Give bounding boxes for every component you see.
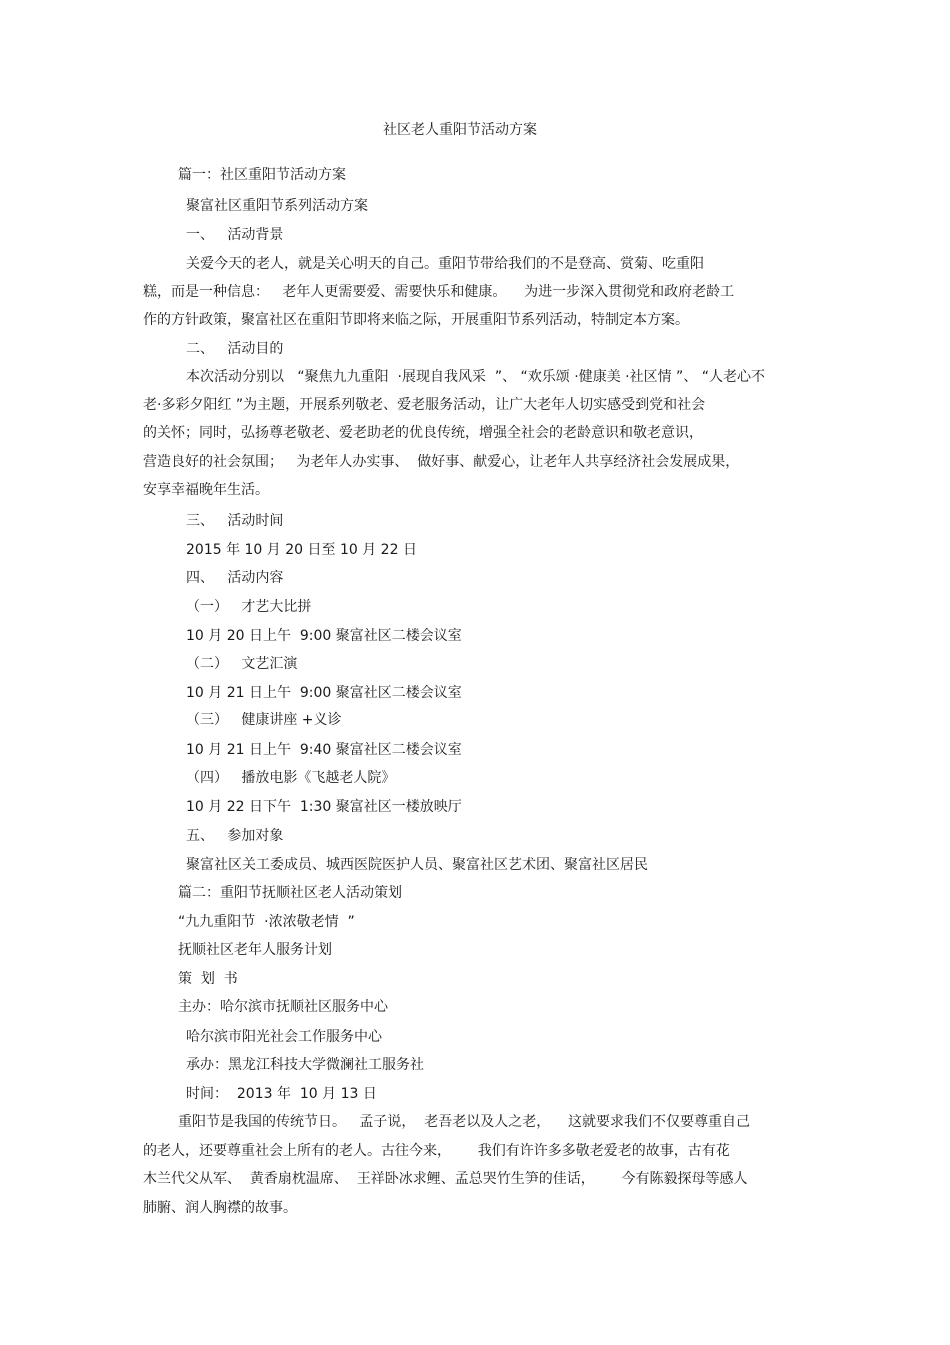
paragraph-line: 木兰代父从军、 黄香扇枕温席、 王祥卧冰求鲤、孟总哭竹生笋的佳话， 今有陈毅探母等感人 [143, 1171, 748, 1187]
paragraph-line: 安享幸福晚年生活。 [143, 482, 269, 498]
document-title: 社区老人重阳节活动方案 [383, 122, 537, 138]
section-heading: 一、 活动背景 [186, 227, 284, 243]
section-heading: 二、 活动目的 [186, 341, 284, 357]
paragraph-line: 本次活动分别以 “聚焦九九重阳 ·展现自我风采 ”、 “欢乐颂 ·健康美 ·社区情 ”、 “人老心不 [186, 369, 766, 385]
paragraph-line: 营造良好的社会氛围； 为老年人办实事、 做好事、献爱心，让老年人共享经济社会发展成果， [143, 454, 740, 470]
activity-detail: 10 月 22 日下午 1:30 聚富社区一楼放映厅 [186, 799, 462, 815]
paragraph-line: 重阳节是我国的传统节日。 孟子说， 老吾老以及人之老， 这就要求我们不仅要尊重自己 [178, 1114, 751, 1130]
activity-title: （三） 健康讲座 +义诊 [186, 712, 342, 728]
paragraph-line: 作的方针政策，聚富社区在重阳节即将来临之际，开展重阳节系列活动，特制定本方案。 [143, 312, 689, 328]
host-line: 主办：哈尔滨市抚顺社区服务中心 [178, 999, 388, 1015]
activity-title: （二） 文艺汇演 [186, 656, 298, 672]
activity-detail: 10 月 21 日上午 9:40 聚富社区二楼会议室 [186, 742, 462, 758]
section-heading: 四、 活动内容 [186, 570, 284, 586]
activity-title: （四） 播放电影《飞越老人院》 [186, 770, 396, 786]
activity-title: （一） 才艺大比拼 [186, 599, 312, 615]
host-line: 哈尔滨市阳光社会工作服务中心 [186, 1029, 382, 1045]
part-one-heading: 篇一：社区重阳节活动方案 [178, 167, 346, 183]
paragraph-line: 的关怀；同时，弘扬尊老敬老、爱老助老的优良传统，增强全社会的老龄意识和敬老意识， [143, 425, 703, 441]
section-heading: 五、 参加对象 [186, 828, 284, 844]
section-heading: 三、 活动时间 [186, 513, 284, 529]
part-two-plan: 抚顺社区老年人服务计划 [178, 942, 332, 958]
part-two-heading: 篇二：重阳节抚顺社区老人活动策划 [178, 885, 402, 901]
event-date: 2015 年 10 月 20 日至 10 月 22 日 [186, 542, 417, 558]
paragraph-line: 的老人，还要尊重社会上所有的老人。古往今来， 我们有许许多多敬老爱老的故事，古有花 [143, 1143, 730, 1159]
paragraph-line: 关爱今天的老人，就是关心明天的自己。重阳节带给我们的不是登高、赏菊、吃重阳 [186, 256, 704, 272]
part-two-slogan: “九九重阳节 ·浓浓敬老情 ” [178, 914, 355, 930]
paragraph-line: 糕，而是一种信息： 老年人更需要爱、需要快乐和健康。 为进一步深入贯彻党和政府老龄工 [143, 284, 735, 300]
time-line: 时间： 2013 年 10 月 13 日 [186, 1086, 377, 1102]
paragraph-line: 聚富社区关工委成员、城西医院医护人员、聚富社区艺术团、聚富社区居民 [186, 857, 648, 873]
part-two-book: 策 划 书 [178, 971, 238, 987]
activity-detail: 10 月 21 日上午 9:00 聚富社区二楼会议室 [186, 685, 462, 701]
part-one-subtitle: 聚富社区重阳节系列活动方案 [186, 198, 368, 214]
organizer-line: 承办：黑龙江科技大学微澜社工服务社 [186, 1057, 424, 1073]
paragraph-line: 肺腑、润人胸襟的故事。 [143, 1200, 297, 1216]
activity-detail: 10 月 20 日上午 9:00 聚富社区二楼会议室 [186, 628, 462, 644]
paragraph-line: 老·多彩夕阳红 ”为主题，开展系列敬老、爱老服务活动，让广大老年人切实感受到党和社会 [143, 397, 706, 413]
